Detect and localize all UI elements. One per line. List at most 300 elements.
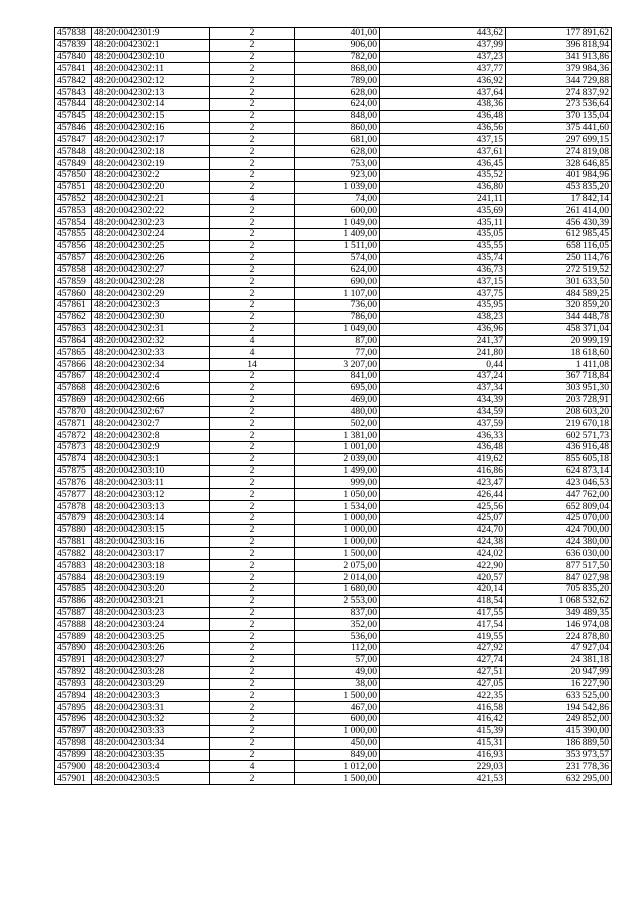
category-code-cell: 2 xyxy=(210,418,295,430)
cadastral-value-cell: 301 633,50 xyxy=(506,276,612,288)
row-number-cell: 457840 xyxy=(55,51,92,63)
cadastral-value-cell: 436 916,48 xyxy=(506,441,612,453)
cadastral-number-cell: 48:20:0042303:1 xyxy=(92,453,210,465)
cadastral-value-cell: 370 135,04 xyxy=(506,110,612,122)
specific-value-cell: 435,69 xyxy=(380,205,506,217)
category-code-cell: 2 xyxy=(210,619,295,631)
cadastral-number-cell: 48:20:0042302:32 xyxy=(92,335,210,347)
row-number-cell: 457846 xyxy=(55,122,92,134)
table-row xyxy=(55,193,612,205)
table-row xyxy=(55,39,612,51)
table-row xyxy=(55,619,612,631)
category-code-cell: 2 xyxy=(210,595,295,607)
category-code-cell: 4 xyxy=(210,761,295,773)
area-value-cell: 112,00 xyxy=(295,643,380,655)
specific-value-cell: 436,73 xyxy=(380,264,506,276)
cadastral-value-cell: 274 837,92 xyxy=(506,87,612,99)
category-code-cell: 2 xyxy=(210,169,295,181)
cadastral-number-cell: 48:20:0042303:21 xyxy=(92,595,210,607)
area-value-cell: 574,00 xyxy=(295,252,380,264)
cadastral-value-cell: 146 974,08 xyxy=(506,619,612,631)
cadastral-value-cell: 328 646,85 xyxy=(506,158,612,170)
table-row xyxy=(55,264,612,276)
row-number-cell: 457861 xyxy=(55,300,92,312)
specific-value-cell: 436,48 xyxy=(380,110,506,122)
area-value-cell: 789,00 xyxy=(295,75,380,87)
specific-value-cell: 415,39 xyxy=(380,725,506,737)
category-code-cell: 2 xyxy=(210,501,295,513)
table-row xyxy=(55,276,612,288)
category-code-cell: 2 xyxy=(210,122,295,134)
category-code-cell: 2 xyxy=(210,252,295,264)
specific-value-cell: 416,93 xyxy=(380,749,506,761)
row-number-cell: 457843 xyxy=(55,87,92,99)
specific-value-cell: 426,44 xyxy=(380,489,506,501)
specific-value-cell: 437,64 xyxy=(380,87,506,99)
cadastral-value-cell: 344 448,78 xyxy=(506,311,612,323)
cadastral-number-cell: 48:20:0042302:11 xyxy=(92,63,210,75)
row-number-cell: 457871 xyxy=(55,418,92,430)
cadastral-value-cell: 203 728,91 xyxy=(506,394,612,406)
category-code-cell: 2 xyxy=(210,714,295,726)
area-value-cell: 1 500,00 xyxy=(295,690,380,702)
specific-value-cell: 436,56 xyxy=(380,122,506,134)
row-number-cell: 457866 xyxy=(55,359,92,371)
specific-value-cell: 437,99 xyxy=(380,39,506,51)
cadastral-number-cell: 48:20:0042303:3 xyxy=(92,690,210,702)
cadastral-value-cell: 375 441,60 xyxy=(506,122,612,134)
cadastral-value-table xyxy=(54,27,612,785)
category-code-cell: 2 xyxy=(210,323,295,335)
area-value-cell: 57,00 xyxy=(295,654,380,666)
table-row xyxy=(55,359,612,371)
row-number-cell: 457855 xyxy=(55,229,92,241)
area-value-cell: 1 381,00 xyxy=(295,430,380,442)
category-code-cell: 2 xyxy=(210,773,295,785)
table-row xyxy=(55,406,612,418)
cadastral-value-cell: 18 618,60 xyxy=(506,347,612,359)
area-value-cell: 837,00 xyxy=(295,607,380,619)
row-number-cell: 457891 xyxy=(55,654,92,666)
cadastral-number-cell: 48:20:0042303:18 xyxy=(92,560,210,572)
category-code-cell: 2 xyxy=(210,371,295,383)
cadastral-value-cell: 224 878,80 xyxy=(506,631,612,643)
cadastral-number-cell: 48:20:0042302:29 xyxy=(92,288,210,300)
table-row xyxy=(55,725,612,737)
specific-value-cell: 229,03 xyxy=(380,761,506,773)
row-number-cell: 457875 xyxy=(55,465,92,477)
row-number-cell: 457839 xyxy=(55,39,92,51)
specific-value-cell: 437,15 xyxy=(380,134,506,146)
row-number-cell: 457856 xyxy=(55,240,92,252)
category-code-cell: 2 xyxy=(210,725,295,737)
table-row xyxy=(55,512,612,524)
row-number-cell: 457894 xyxy=(55,690,92,702)
table-row xyxy=(55,252,612,264)
cadastral-value-cell: 320 859,20 xyxy=(506,300,612,312)
table-row xyxy=(55,737,612,749)
row-number-cell: 457899 xyxy=(55,749,92,761)
row-number-cell: 457887 xyxy=(55,607,92,619)
cadastral-number-cell: 48:20:0042303:19 xyxy=(92,572,210,584)
table-row xyxy=(55,595,612,607)
specific-value-cell: 437,34 xyxy=(380,382,506,394)
specific-value-cell: 436,48 xyxy=(380,441,506,453)
cadastral-number-cell: 48:20:0042302:2 xyxy=(92,169,210,181)
cadastral-number-cell: 48:20:0042302:17 xyxy=(92,134,210,146)
cadastral-number-cell: 48:20:0042303:31 xyxy=(92,702,210,714)
table-row xyxy=(55,714,612,726)
area-value-cell: 3 207,00 xyxy=(295,359,380,371)
table-row xyxy=(55,240,612,252)
cadastral-number-cell: 48:20:0042303:24 xyxy=(92,619,210,631)
category-code-cell: 2 xyxy=(210,63,295,75)
cadastral-number-cell: 48:20:0042302:13 xyxy=(92,87,210,99)
area-value-cell: 352,00 xyxy=(295,619,380,631)
cadastral-value-cell: 367 718,84 xyxy=(506,371,612,383)
specific-value-cell: 435,11 xyxy=(380,217,506,229)
cadastral-value-cell: 401 984,96 xyxy=(506,169,612,181)
category-code-cell: 2 xyxy=(210,678,295,690)
table-row xyxy=(55,217,612,229)
cadastral-number-cell: 48:20:0042302:67 xyxy=(92,406,210,418)
area-value-cell: 628,00 xyxy=(295,146,380,158)
cadastral-number-cell: 48:20:0042302:20 xyxy=(92,181,210,193)
cadastral-number-cell: 48:20:0042302:31 xyxy=(92,323,210,335)
table-row xyxy=(55,229,612,241)
cadastral-number-cell: 48:20:0042302:4 xyxy=(92,371,210,383)
category-code-cell: 2 xyxy=(210,702,295,714)
category-code-cell: 4 xyxy=(210,347,295,359)
cadastral-number-cell: 48:20:0042302:30 xyxy=(92,311,210,323)
cadastral-number-cell: 48:20:0042302:21 xyxy=(92,193,210,205)
area-value-cell: 1 107,00 xyxy=(295,288,380,300)
table-row xyxy=(55,441,612,453)
category-code-cell: 2 xyxy=(210,229,295,241)
category-code-cell: 2 xyxy=(210,134,295,146)
category-code-cell: 2 xyxy=(210,453,295,465)
row-number-cell: 457872 xyxy=(55,430,92,442)
row-number-cell: 457841 xyxy=(55,63,92,75)
specific-value-cell: 436,45 xyxy=(380,158,506,170)
cadastral-value-cell: 633 525,00 xyxy=(506,690,612,702)
cadastral-number-cell: 48:20:0042302:25 xyxy=(92,240,210,252)
area-value-cell: 1 500,00 xyxy=(295,548,380,560)
cadastral-value-cell: 652 809,04 xyxy=(506,501,612,513)
category-code-cell: 2 xyxy=(210,311,295,323)
cadastral-number-cell: 48:20:0042303:29 xyxy=(92,678,210,690)
row-number-cell: 457860 xyxy=(55,288,92,300)
cadastral-value-cell: 17 842,14 xyxy=(506,193,612,205)
cadastral-value-cell: 24 381,18 xyxy=(506,654,612,666)
row-number-cell: 457886 xyxy=(55,595,92,607)
area-value-cell: 38,00 xyxy=(295,678,380,690)
cadastral-number-cell: 48:20:0042303:20 xyxy=(92,583,210,595)
table-row xyxy=(55,465,612,477)
table-row xyxy=(55,51,612,63)
table-row xyxy=(55,453,612,465)
area-value-cell: 736,00 xyxy=(295,300,380,312)
cadastral-value-cell: 456 430,39 xyxy=(506,217,612,229)
category-code-cell: 2 xyxy=(210,465,295,477)
cadastral-number-cell: 48:20:0042303:12 xyxy=(92,489,210,501)
cadastral-value-cell: 632 295,00 xyxy=(506,773,612,785)
area-value-cell: 848,00 xyxy=(295,110,380,122)
specific-value-cell: 415,31 xyxy=(380,737,506,749)
area-value-cell: 1 000,00 xyxy=(295,524,380,536)
category-code-cell: 2 xyxy=(210,430,295,442)
category-code-cell: 2 xyxy=(210,654,295,666)
category-code-cell: 2 xyxy=(210,181,295,193)
row-number-cell: 457844 xyxy=(55,98,92,110)
category-code-cell: 2 xyxy=(210,524,295,536)
cadastral-number-cell: 48:20:0042303:32 xyxy=(92,714,210,726)
row-number-cell: 457888 xyxy=(55,619,92,631)
area-value-cell: 1 049,00 xyxy=(295,217,380,229)
cadastral-value-cell: 484 589,25 xyxy=(506,288,612,300)
area-value-cell: 923,00 xyxy=(295,169,380,181)
row-number-cell: 457865 xyxy=(55,347,92,359)
table-row xyxy=(55,98,612,110)
category-code-cell: 2 xyxy=(210,477,295,489)
category-code-cell: 2 xyxy=(210,560,295,572)
cadastral-value-cell: 250 114,76 xyxy=(506,252,612,264)
specific-value-cell: 241,80 xyxy=(380,347,506,359)
table-row xyxy=(55,335,612,347)
cadastral-number-cell: 48:20:0042302:33 xyxy=(92,347,210,359)
cadastral-number-cell: 48:20:0042302:66 xyxy=(92,394,210,406)
specific-value-cell: 437,75 xyxy=(380,288,506,300)
row-number-cell: 457880 xyxy=(55,524,92,536)
cadastral-value-cell: 186 889,50 xyxy=(506,737,612,749)
cadastral-number-cell: 48:20:0042302:34 xyxy=(92,359,210,371)
cadastral-number-cell: 48:20:0042302:1 xyxy=(92,39,210,51)
row-number-cell: 457883 xyxy=(55,560,92,572)
category-code-cell: 2 xyxy=(210,75,295,87)
specific-value-cell: 443,62 xyxy=(380,28,506,40)
category-code-cell: 2 xyxy=(210,749,295,761)
category-code-cell: 2 xyxy=(210,146,295,158)
specific-value-cell: 420,14 xyxy=(380,583,506,595)
area-value-cell: 1 409,00 xyxy=(295,229,380,241)
row-number-cell: 457851 xyxy=(55,181,92,193)
category-code-cell: 2 xyxy=(210,666,295,678)
specific-value-cell: 437,77 xyxy=(380,63,506,75)
cadastral-number-cell: 48:20:0042302:26 xyxy=(92,252,210,264)
row-number-cell: 457857 xyxy=(55,252,92,264)
table-row xyxy=(55,536,612,548)
specific-value-cell: 425,07 xyxy=(380,512,506,524)
category-code-cell: 2 xyxy=(210,87,295,99)
table-row xyxy=(55,773,612,785)
category-code-cell: 2 xyxy=(210,536,295,548)
table-row xyxy=(55,28,612,40)
specific-value-cell: 437,59 xyxy=(380,418,506,430)
specific-value-cell: 436,92 xyxy=(380,75,506,87)
cadastral-value-cell: 344 729,88 xyxy=(506,75,612,87)
cadastral-number-cell: 48:20:0042303:35 xyxy=(92,749,210,761)
specific-value-cell: 425,56 xyxy=(380,501,506,513)
table-row xyxy=(55,371,612,383)
cadastral-value-cell: 20 999,19 xyxy=(506,335,612,347)
specific-value-cell: 241,11 xyxy=(380,193,506,205)
area-value-cell: 1 680,00 xyxy=(295,583,380,595)
area-value-cell: 1 534,00 xyxy=(295,501,380,513)
area-value-cell: 480,00 xyxy=(295,406,380,418)
cadastral-value-cell: 208 603,20 xyxy=(506,406,612,418)
specific-value-cell: 424,02 xyxy=(380,548,506,560)
area-value-cell: 469,00 xyxy=(295,394,380,406)
table-row xyxy=(55,477,612,489)
specific-value-cell: 434,59 xyxy=(380,406,506,418)
table-row xyxy=(55,749,612,761)
row-number-cell: 457867 xyxy=(55,371,92,383)
cadastral-value-cell: 47 927,04 xyxy=(506,643,612,655)
cadastral-number-cell: 48:20:0042303:5 xyxy=(92,773,210,785)
cadastral-number-cell: 48:20:0042302:18 xyxy=(92,146,210,158)
table-row xyxy=(55,418,612,430)
category-code-cell: 14 xyxy=(210,359,295,371)
cadastral-value-cell: 194 542,86 xyxy=(506,702,612,714)
area-value-cell: 860,00 xyxy=(295,122,380,134)
category-code-cell: 2 xyxy=(210,28,295,40)
table-row xyxy=(55,122,612,134)
row-number-cell: 457864 xyxy=(55,335,92,347)
row-number-cell: 457873 xyxy=(55,441,92,453)
table-row xyxy=(55,607,612,619)
area-value-cell: 1 000,00 xyxy=(295,536,380,548)
specific-value-cell: 417,54 xyxy=(380,619,506,631)
row-number-cell: 457879 xyxy=(55,512,92,524)
category-code-cell: 2 xyxy=(210,382,295,394)
area-value-cell: 536,00 xyxy=(295,631,380,643)
cadastral-value-cell: 297 699,15 xyxy=(506,134,612,146)
row-number-cell: 457859 xyxy=(55,276,92,288)
row-number-cell: 457881 xyxy=(55,536,92,548)
table-row xyxy=(55,761,612,773)
cadastral-number-cell: 48:20:0042302:24 xyxy=(92,229,210,241)
cadastral-value-cell: 705 835,20 xyxy=(506,583,612,595)
area-value-cell: 49,00 xyxy=(295,666,380,678)
table-row xyxy=(55,654,612,666)
cadastral-number-cell: 48:20:0042302:15 xyxy=(92,110,210,122)
area-value-cell: 2 039,00 xyxy=(295,453,380,465)
category-code-cell: 2 xyxy=(210,394,295,406)
table-row xyxy=(55,63,612,75)
category-code-cell: 2 xyxy=(210,51,295,63)
area-value-cell: 1 050,00 xyxy=(295,489,380,501)
specific-value-cell: 434,39 xyxy=(380,394,506,406)
cadastral-number-cell: 48:20:0042303:28 xyxy=(92,666,210,678)
area-value-cell: 786,00 xyxy=(295,311,380,323)
row-number-cell: 457900 xyxy=(55,761,92,773)
table-row xyxy=(55,489,612,501)
cadastral-value-cell: 273 536,64 xyxy=(506,98,612,110)
cadastral-value-cell: 303 951,30 xyxy=(506,382,612,394)
area-value-cell: 1 000,00 xyxy=(295,725,380,737)
category-code-cell: 2 xyxy=(210,276,295,288)
cadastral-value-cell: 274 819,08 xyxy=(506,146,612,158)
category-code-cell: 2 xyxy=(210,643,295,655)
row-number-cell: 457901 xyxy=(55,773,92,785)
row-number-cell: 457849 xyxy=(55,158,92,170)
specific-value-cell: 417,55 xyxy=(380,607,506,619)
area-value-cell: 1 500,00 xyxy=(295,773,380,785)
category-code-cell: 2 xyxy=(210,441,295,453)
row-number-cell: 457898 xyxy=(55,737,92,749)
area-value-cell: 467,00 xyxy=(295,702,380,714)
specific-value-cell: 435,55 xyxy=(380,240,506,252)
area-value-cell: 1 511,00 xyxy=(295,240,380,252)
category-code-cell: 2 xyxy=(210,205,295,217)
area-value-cell: 1 499,00 xyxy=(295,465,380,477)
cadastral-value-cell: 424 700,00 xyxy=(506,524,612,536)
table-row xyxy=(55,501,612,513)
cadastral-value-cell: 379 984,36 xyxy=(506,63,612,75)
specific-value-cell: 419,62 xyxy=(380,453,506,465)
area-value-cell: 87,00 xyxy=(295,335,380,347)
specific-value-cell: 427,51 xyxy=(380,666,506,678)
category-code-cell: 2 xyxy=(210,240,295,252)
specific-value-cell: 437,61 xyxy=(380,146,506,158)
row-number-cell: 457858 xyxy=(55,264,92,276)
cadastral-number-cell: 48:20:0042303:23 xyxy=(92,607,210,619)
cadastral-value-cell: 602 571,73 xyxy=(506,430,612,442)
cadastral-number-cell: 48:20:0042302:12 xyxy=(92,75,210,87)
table-row xyxy=(55,110,612,122)
cadastral-value-cell: 396 818,94 xyxy=(506,39,612,51)
table-row xyxy=(55,560,612,572)
cadastral-value-cell: 261 414,00 xyxy=(506,205,612,217)
cadastral-number-cell: 48:20:0042303:34 xyxy=(92,737,210,749)
specific-value-cell: 435,52 xyxy=(380,169,506,181)
row-number-cell: 457893 xyxy=(55,678,92,690)
cadastral-number-cell: 48:20:0042302:16 xyxy=(92,122,210,134)
area-value-cell: 999,00 xyxy=(295,477,380,489)
table-row xyxy=(55,678,612,690)
table-row xyxy=(55,666,612,678)
cadastral-value-cell: 353 973,57 xyxy=(506,749,612,761)
row-number-cell: 457897 xyxy=(55,725,92,737)
table-row xyxy=(55,323,612,335)
area-value-cell: 628,00 xyxy=(295,87,380,99)
row-number-cell: 457877 xyxy=(55,489,92,501)
specific-value-cell: 422,35 xyxy=(380,690,506,702)
area-value-cell: 849,00 xyxy=(295,749,380,761)
area-value-cell: 77,00 xyxy=(295,347,380,359)
area-value-cell: 868,00 xyxy=(295,63,380,75)
cadastral-number-cell: 48:20:0042302:23 xyxy=(92,217,210,229)
table-row xyxy=(55,548,612,560)
cadastral-number-cell: 48:20:0042303:16 xyxy=(92,536,210,548)
specific-value-cell: 416,58 xyxy=(380,702,506,714)
row-number-cell: 457889 xyxy=(55,631,92,643)
category-code-cell: 2 xyxy=(210,737,295,749)
row-number-cell: 457847 xyxy=(55,134,92,146)
cadastral-number-cell: 48:20:0042302:10 xyxy=(92,51,210,63)
area-value-cell: 2 553,00 xyxy=(295,595,380,607)
cadastral-value-cell: 423 046,53 xyxy=(506,477,612,489)
category-code-cell: 2 xyxy=(210,548,295,560)
specific-value-cell: 423,47 xyxy=(380,477,506,489)
area-value-cell: 624,00 xyxy=(295,98,380,110)
row-number-cell: 457892 xyxy=(55,666,92,678)
area-value-cell: 690,00 xyxy=(295,276,380,288)
area-value-cell: 600,00 xyxy=(295,205,380,217)
row-number-cell: 457854 xyxy=(55,217,92,229)
category-code-cell: 2 xyxy=(210,264,295,276)
specific-value-cell: 419,55 xyxy=(380,631,506,643)
